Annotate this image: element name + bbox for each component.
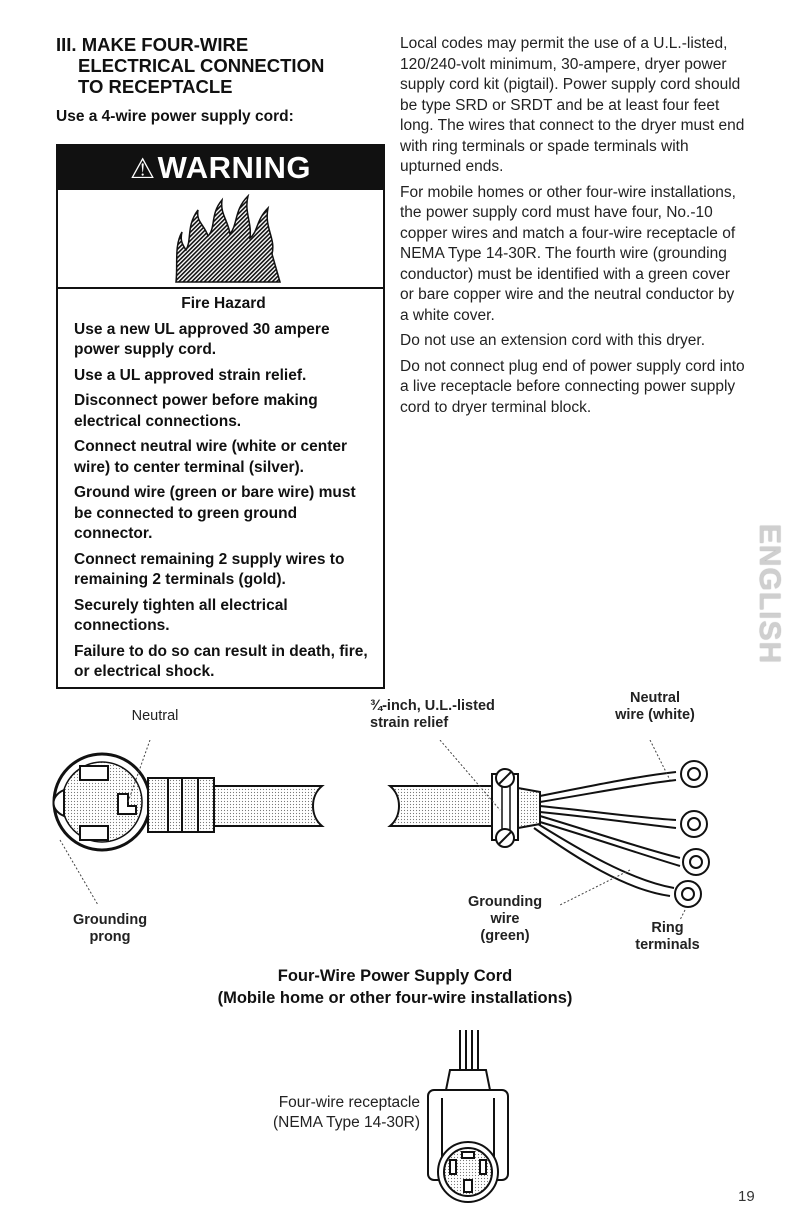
language-tab-label: ENGLISH	[753, 523, 787, 665]
fire-hazard-icon	[168, 194, 288, 284]
ring-terminals-line-1: Ring	[651, 920, 684, 936]
grounding-wire-line-1: Grounding	[467, 894, 543, 910]
neutral-wire-label	[595, 690, 715, 724]
warning-item: Connect remaining 2 supply wires to remaining 2 terminals (gold).	[74, 550, 345, 588]
section-heading	[56, 34, 386, 97]
heading-line-3: TO RECEPTACLE	[78, 76, 233, 97]
strain-relief-label	[370, 698, 520, 732]
grounding-wire-line-3: (green)	[480, 928, 530, 944]
warning-header	[58, 146, 383, 190]
caption-line-1: Four-Wire Power Supply Cord	[277, 967, 513, 985]
paragraph-mobile-homes: For mobile homes or other four-wire installations, the power supply cord must have four, No.-10 copper wires and match a four-wire receptacle of NEMA Type 14-30R. The fourth wire (grounding conductor) must be identified with a green cover or bare copper wire and the neutral conductor by a white cover.	[400, 183, 736, 324]
heading-line-1: III. MAKE FOUR-WIRE	[56, 34, 249, 55]
paragraph-extension-cord: Do not use an extension cord with this dryer.	[400, 332, 705, 349]
caption-line-2: (Mobile home or other four-wire installations)	[217, 989, 573, 1007]
hazard-title: Fire Hazard	[181, 295, 266, 312]
receptacle-illustration	[420, 1030, 530, 1210]
strain-relief-line-1: ¾-inch, U.L.-listed	[370, 698, 495, 714]
receptacle-label	[230, 1093, 420, 1133]
receptacle-line-1: Four-wire receptacle	[278, 1094, 420, 1111]
neutral-wire-line-2: wire (white)	[615, 707, 695, 723]
grounding-prong-line-1: Grounding	[72, 912, 148, 928]
neutral-wire-line-1: Neutral	[630, 690, 680, 706]
ring-terminals-line-2: terminals	[635, 937, 700, 953]
grounding-prong-label	[60, 912, 160, 946]
warning-item: Use a UL approved strain relief.	[74, 366, 307, 384]
strain-relief-line-2: strain relief	[370, 715, 449, 731]
paragraph-local-codes: Local codes may permit the use of a U.L.-listed, 120/240-volt minimum, 30-ampere, dryer power supply cord kit (pigtail). Power supply cord should be type SRD or SRDT and be at least four feet long. The wires that connect to the dryer must end with ring terminals or spade terminals with upturned ends.	[400, 35, 745, 175]
plug-face	[54, 754, 151, 850]
page-number: 19	[738, 1188, 755, 1205]
paragraph-live-receptacle: Do not connect plug end of power supply cord into a live receptacle before connecting power supply cord to dryer terminal block.	[400, 357, 745, 416]
neutral-label: Neutral	[131, 708, 179, 724]
warning-item: Connect neutral wire (white or center wire) to center terminal (silver).	[74, 438, 348, 476]
warning-title: WARNING	[157, 150, 311, 185]
warning-body	[74, 294, 373, 688]
wires	[534, 772, 680, 896]
ring-terminals	[675, 761, 709, 907]
strain-relief-cord	[390, 769, 540, 847]
heading-line-2: ELECTRICAL CONNECTION	[78, 55, 325, 76]
warning-triangle-icon: ⚠	[130, 153, 156, 184]
warning-item: Securely tighten all electrical connections.	[74, 596, 288, 634]
ring-terminals-label	[620, 920, 715, 954]
instructions-text	[400, 34, 745, 423]
section-subtitle: Use a 4-wire power supply cord:	[56, 108, 294, 125]
power-cord-diagram	[40, 740, 730, 940]
warning-item: Disconnect power before making electrical connections.	[74, 392, 318, 430]
grounding-prong-line-2: prong	[89, 929, 131, 945]
grounding-wire-line-2: wire	[490, 911, 520, 927]
language-tab	[752, 500, 786, 688]
diagram-caption	[120, 965, 670, 1009]
receptacle-line-2: (NEMA Type 14-30R)	[272, 1114, 420, 1131]
warning-divider	[58, 287, 383, 289]
warning-item: Failure to do so can result in death, fire, or electrical shock.	[74, 642, 368, 680]
plug-cord	[148, 778, 322, 832]
warning-box	[56, 144, 385, 689]
warning-item: Ground wire (green or bare wire) must be connected to green ground connector.	[74, 484, 356, 542]
warning-item: Use a new UL approved 30 ampere power supply cord.	[74, 320, 330, 358]
grounding-wire-label	[450, 894, 560, 945]
